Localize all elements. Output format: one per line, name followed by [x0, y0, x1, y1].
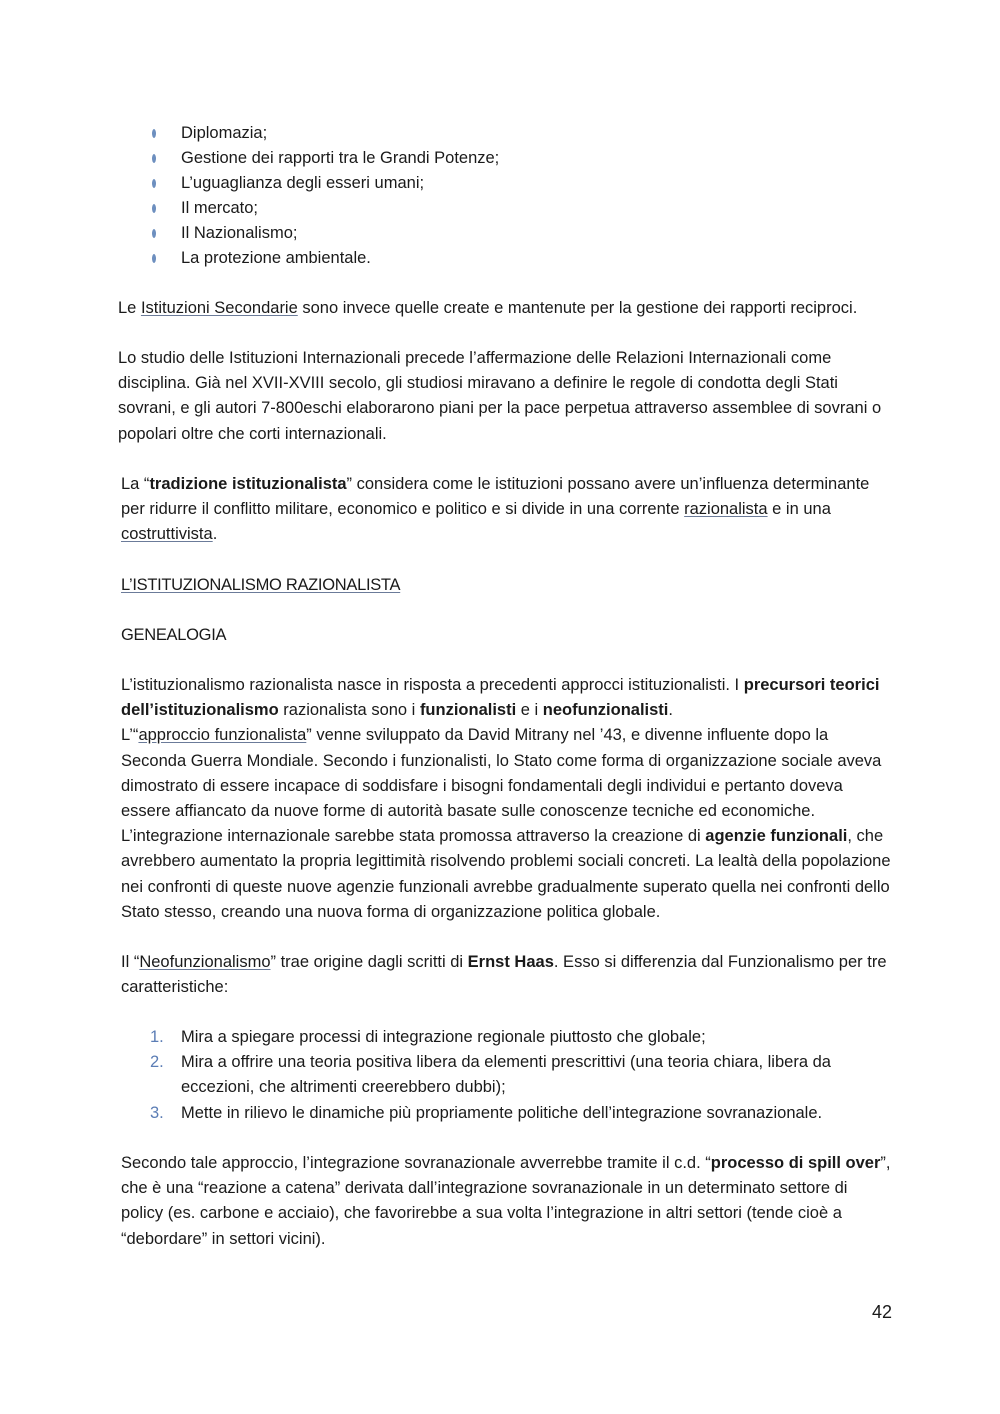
list-item-text: La protezione ambientale. — [181, 249, 371, 267]
list-item — [148, 221, 499, 246]
list-item-text: Mette in rilievo le dinamiche più propriamente politiche dell’integrazione sovranazionale. — [181, 1103, 823, 1122]
text-span: e in una — [767, 500, 831, 519]
link-razionalista[interactable]: razionalista — [684, 500, 768, 519]
bullet-icon — [152, 129, 156, 138]
bullet-icon — [152, 204, 156, 213]
list-item-text: L’uguaglianza degli esseri umani; — [181, 174, 425, 192]
link-approccio-funzionalista[interactable]: approccio funzionalista — [138, 726, 307, 745]
list-number: 1. — [150, 1028, 164, 1046]
text-span: La “ — [121, 475, 150, 493]
text-span: L’“ — [121, 726, 139, 745]
text-span: ” venne sviluppato da David Mitrany nel ’43, e divenne influente dopo la Seconda Guerra Mondiale. Secondo i funzionalisti, lo Stato come forma di organizzazione sociale aveva dimostrato di essere incapace di soddisfare i bisogni fondamentali degli individui e pertanto doveva essere affiancato da nuove forme di autorità basate sulle conoscenze tecniche ed economiche. L’integrazione internazionale sarebbe stata promossa attraverso la creazione di — [121, 726, 882, 846]
list-item-text: Mira a offrire una teoria positiva libera da elementi prescrittivi (una teoria chiara, libera da eccezioni, che altrimenti creerebbero dubbi); — [181, 1053, 831, 1097]
numbered-list — [150, 1025, 895, 1126]
bold-term: tradizione istituzionalista — [149, 475, 347, 493]
bullet-list — [148, 121, 499, 271]
text-span: ”, che è una “reazione a catena” derivata dall’integrazione sovranazionale in un determinato settore di policy (es. carbone e acciaio), che favorirebbe a sua volta l’integrazione in altri settori (tende cioè a “debordare” in settori vicini). — [121, 1154, 891, 1248]
list-item — [148, 121, 499, 146]
text-span: sono invece quelle create e mantenute per la gestione dei rapporti reciproci. — [297, 299, 858, 317]
list-item-text: Gestione dei rapporti tra le Grandi Potenze; — [181, 149, 500, 167]
list-item — [148, 246, 499, 271]
text-span: razionalista sono i — [278, 701, 420, 720]
section-heading: L’ISTITUZIONALISMO RAZIONALISTA — [121, 576, 401, 594]
text-span: L’istituzionalismo razionalista nasce in risposta a precedenti approcci istituzionalisti. I — [121, 676, 744, 694]
list-item — [150, 1025, 895, 1050]
page-number: 42 — [871, 1302, 892, 1322]
text-span: . — [212, 525, 218, 544]
bullet-icon — [152, 229, 156, 238]
paragraph-genealogia — [121, 673, 893, 925]
list-item — [150, 1101, 895, 1126]
paragraph-tradizione — [121, 472, 893, 548]
list-item-text: Diplomazia; — [181, 124, 268, 142]
list-number: 2. — [150, 1053, 164, 1072]
text-span: . Esso si differenzia dal Funzionalismo per tre caratteristiche: — [121, 953, 887, 997]
link-costruttivista[interactable]: costruttivista — [121, 525, 213, 544]
text-span: Le — [118, 299, 141, 317]
paragraph-secondarie — [118, 296, 893, 321]
bullet-icon — [152, 254, 156, 263]
text-span: e i — [516, 701, 543, 720]
text-span: Secondo tale approccio, l’integrazione sovranazionale avverrebbe tramite il c.d. “ — [121, 1154, 711, 1172]
list-number: 3. — [150, 1103, 164, 1122]
text-span: , che avrebbero aumentato la propria legittimità risolvendo problemi sociali concreti. La lealtà della popolazione nei confronti di queste nuove agenzie funzionali avrebbe gradualmente superato quella nei confronti dello Stato stesso, creando una nuova forma di organizzazione politica globale. — [121, 827, 891, 921]
list-item-text: Mira a spiegare processi di integrazione regionale piuttosto che globale; — [181, 1028, 706, 1046]
bullet-icon — [152, 179, 156, 188]
list-item-text: Il Nazionalismo; — [181, 224, 298, 242]
text-span: ” considera come le istituzioni possano avere un’influenza determinante per ridurre il conflitto militare, economico e politico e si divide in una corrente — [121, 475, 870, 519]
subsection-heading: GENEALOGIA — [121, 626, 227, 644]
list-item — [148, 171, 499, 196]
bold-term: Ernst Haas — [467, 953, 554, 971]
text-span: Il “ — [121, 953, 140, 971]
list-item — [148, 146, 499, 171]
bold-term: neofunzionalisti — [542, 701, 669, 720]
bullet-icon — [152, 154, 156, 163]
list-item — [148, 196, 499, 221]
link-neofunzionalismo[interactable]: Neofunzionalismo — [139, 953, 271, 971]
paragraph-spill-over — [121, 1151, 893, 1252]
bold-term: agenzie funzionali — [705, 827, 848, 846]
bold-term: precursori teorici dell’istituzionalismo — [121, 676, 880, 720]
paragraph-studio: Lo studio delle Istituzioni Internazionali precede l’affermazione delle Relazioni Internazionali come disciplina. Già nel XVII-XVIII secolo, gli studiosi miravano a definire le regole di condotta degli Stati sovrani, e gli autori 7-800eschi elaborarono piani per la pace perpetua attraverso assemblee di sovrani o popolari oltre che corti internazionali. — [118, 349, 882, 443]
bold-term: funzionalisti — [419, 701, 517, 720]
link-istituzioni-secondarie[interactable]: Istituzioni Secondarie — [140, 299, 298, 317]
text-span: ” trae origine dagli scritti di — [270, 953, 468, 971]
text-span: . — [668, 701, 673, 720]
paragraph-neofunzionalismo — [121, 950, 893, 1000]
bold-term: processo di spill over — [710, 1154, 881, 1172]
list-item — [150, 1050, 895, 1100]
list-item-text: Il mercato; — [181, 199, 259, 217]
